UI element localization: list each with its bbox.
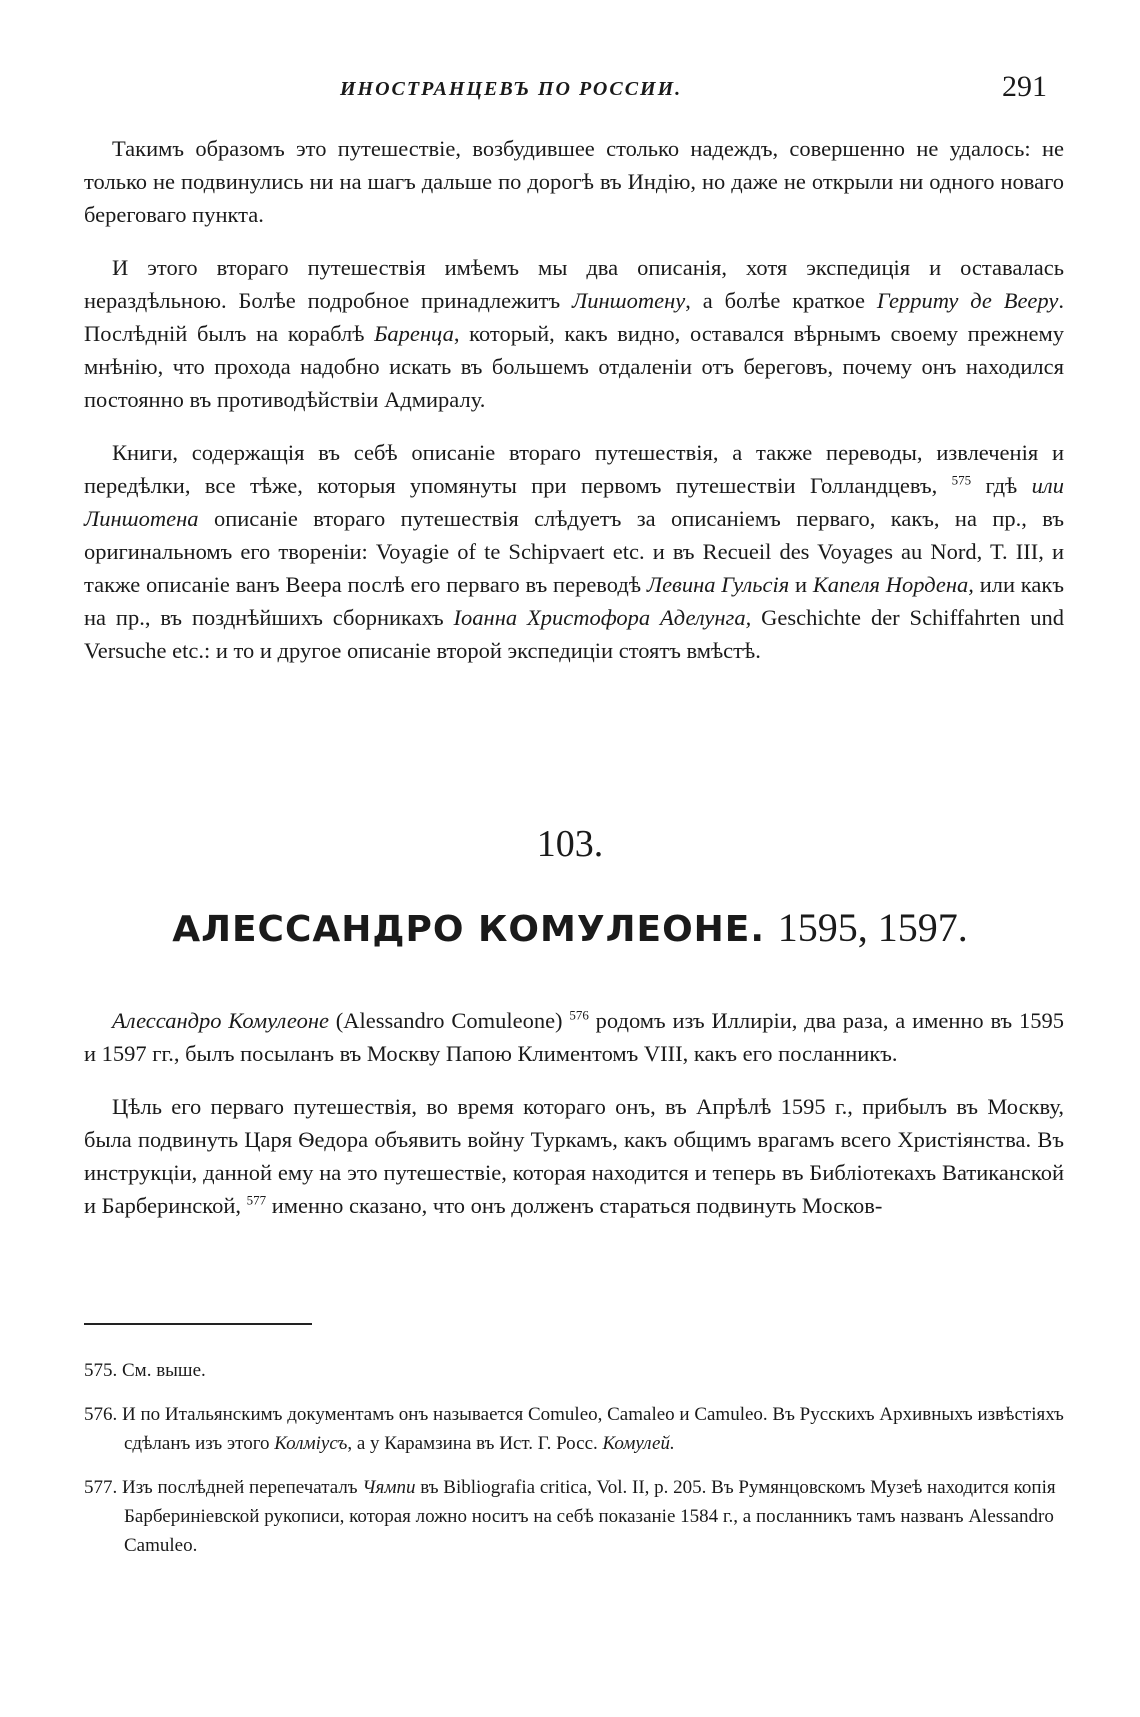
footnote-number: 577. (84, 1477, 118, 1498)
italic-name: Колміусъ (274, 1433, 348, 1454)
footnote-text: И по Итальянскимъ документамъ онъ называется Comuleo, Camaleo и Camuleo. Въ Русскихъ Архивныхъ извѣстіяхъ сдѣланъ изъ этого (122, 1404, 1064, 1454)
section-heading-years: 1595, 1597. (777, 905, 968, 950)
section-heading (0, 904, 1140, 954)
italic-name: Левина Гульсія (646, 572, 790, 597)
footnote-ref[interactable]: 576 (569, 1007, 589, 1023)
text-run: И этого втораго путешествія имѣемъ мы два описанія, хотя экспедиція и оставалась нераздѣльною. Болѣе подробное принадлежитъ (84, 255, 1064, 313)
footnote-ref[interactable]: 575 (951, 472, 972, 488)
section-number: 103. (536, 823, 604, 865)
footnote-576 (84, 1400, 1064, 1458)
italic-name: Іоанна Христофора Аделунга, (453, 605, 752, 630)
italic-name: Герриту де Вееру (876, 288, 1059, 313)
italic-name: Капеля Нордена, (812, 572, 974, 597)
footnote-text: въ Bibliografia critica, Vol. II, p. 205. Въ Румянцовскомъ Музеѣ находится копія Барберинiевской рукописи, которая ложно носитъ на себѣ показаніе 1584 г., а посланникъ тамъ названъ Alessandro Camuleo. (124, 1477, 1056, 1556)
text-run: (Alessandro Comuleone) (328, 1008, 570, 1033)
running-title: ИНОСТРАНЦЕВЪ ПО РОССИИ. (340, 78, 683, 100)
text-run: , который, какъ видно, оставался вѣрнымъ своему прежнему мнѣнію, что прохода надобно искать въ большемъ отдаленіи отъ береговъ, почему онъ находился постоянно въ противодѣйствіи Адмиралу. (84, 321, 1064, 412)
footnote-ref[interactable]: 577 (246, 1192, 267, 1208)
footnote-575 (84, 1356, 1064, 1385)
paragraph-3 (84, 436, 1064, 667)
footnote-number: 575. (84, 1360, 118, 1381)
text-run: родомъ изъ Иллиріи, два раза, а именно въ 1595 и 1597 гг., былъ посыланъ въ Москву Папою Климентомъ VIII, какъ его посланникъ. (84, 1008, 1064, 1066)
text-run: описаніе втораго путешествія слѣдуетъ за описаніемъ перваго, какъ, на пр., въ оригинальномъ его твореніи: Voyagie of te Schipvaert etc. и въ Recueil des Voyages au Nord, T. III, и также описаніе ванъ Веера послѣ его перваго въ переводѣ (84, 506, 1064, 597)
paragraph-4 (84, 1004, 1064, 1070)
text-run: именно сказано, что онъ долженъ стараться подвинуть Москов- (266, 1193, 883, 1218)
text-run: Geschichte der Schiffahrten und Versuche etc.: и то и другое описаніе второй экспедиціи стоятъ вмѣстѣ. (84, 605, 1065, 663)
text-run: . Послѣдній былъ на кораблѣ (84, 288, 1064, 346)
footnote-text: , а у Карамзина въ Ист. Г. Росс. (347, 1433, 603, 1454)
italic-name: или Линшотена (84, 473, 1064, 531)
footnote-text: Изъ послѣдней перепечаталъ (122, 1477, 363, 1498)
footnote-577 (84, 1473, 1064, 1560)
text-run: , а болѣе краткое (685, 288, 877, 313)
footnotes (84, 1356, 1064, 1575)
body-text-upper (84, 132, 1064, 687)
section-heading-name: АЛЕССАНДРО КОМУЛЕОНЕ. (172, 909, 766, 950)
text-run: Цѣль его перваго путешествія, во время котораго онъ, въ Апрѣлѣ 1595 г., прибылъ въ Москву, была подвинуть Царя Ѳедора объявить войну Туркамъ, какъ общимъ врагамъ всего Христіянства. Въ инструкціи, данной ему на это путешествіе, которая находится и теперь въ Библіотекахъ Ватиканской и Барберинской, (84, 1094, 1064, 1218)
text-run: и (789, 572, 813, 597)
footnote-divider (84, 1323, 312, 1325)
footnote-number: 576. (84, 1404, 118, 1425)
body-text-lower (84, 1004, 1064, 1242)
italic-name: Алессандро Комулеоне (112, 1008, 329, 1033)
paragraph-2 (84, 251, 1064, 416)
text-run: Книги, содержащія въ себѣ описаніе втораго путешествія, а также переводы, извлеченія и передѣлки, все тѣже, которыя упомянуты при первомъ путешествіи Голландцевъ, (84, 440, 1064, 498)
paragraph-5 (84, 1090, 1064, 1222)
italic-name: Комулей. (602, 1433, 675, 1454)
italic-name: Баренца (374, 321, 454, 346)
page-number: 291 (1002, 70, 1047, 103)
italic-name: Чямпи (362, 1477, 416, 1498)
footnote-text: См. выше. (122, 1360, 206, 1381)
text-run: или какъ на пр., въ позднѣйшихъ сборникахъ (84, 572, 1064, 630)
italic-name: Линшотену (571, 288, 686, 313)
text-run: гдѣ (971, 473, 1032, 498)
paragraph-1: Такимъ образомъ это путешествіе, возбудившее столько надеждъ, совершенно не удалось: не только не подвинулись ни на шагъ дальше по дорогѣ въ Индію, но даже не открыли ни одного новаго береговаго пункта. (84, 136, 1064, 227)
